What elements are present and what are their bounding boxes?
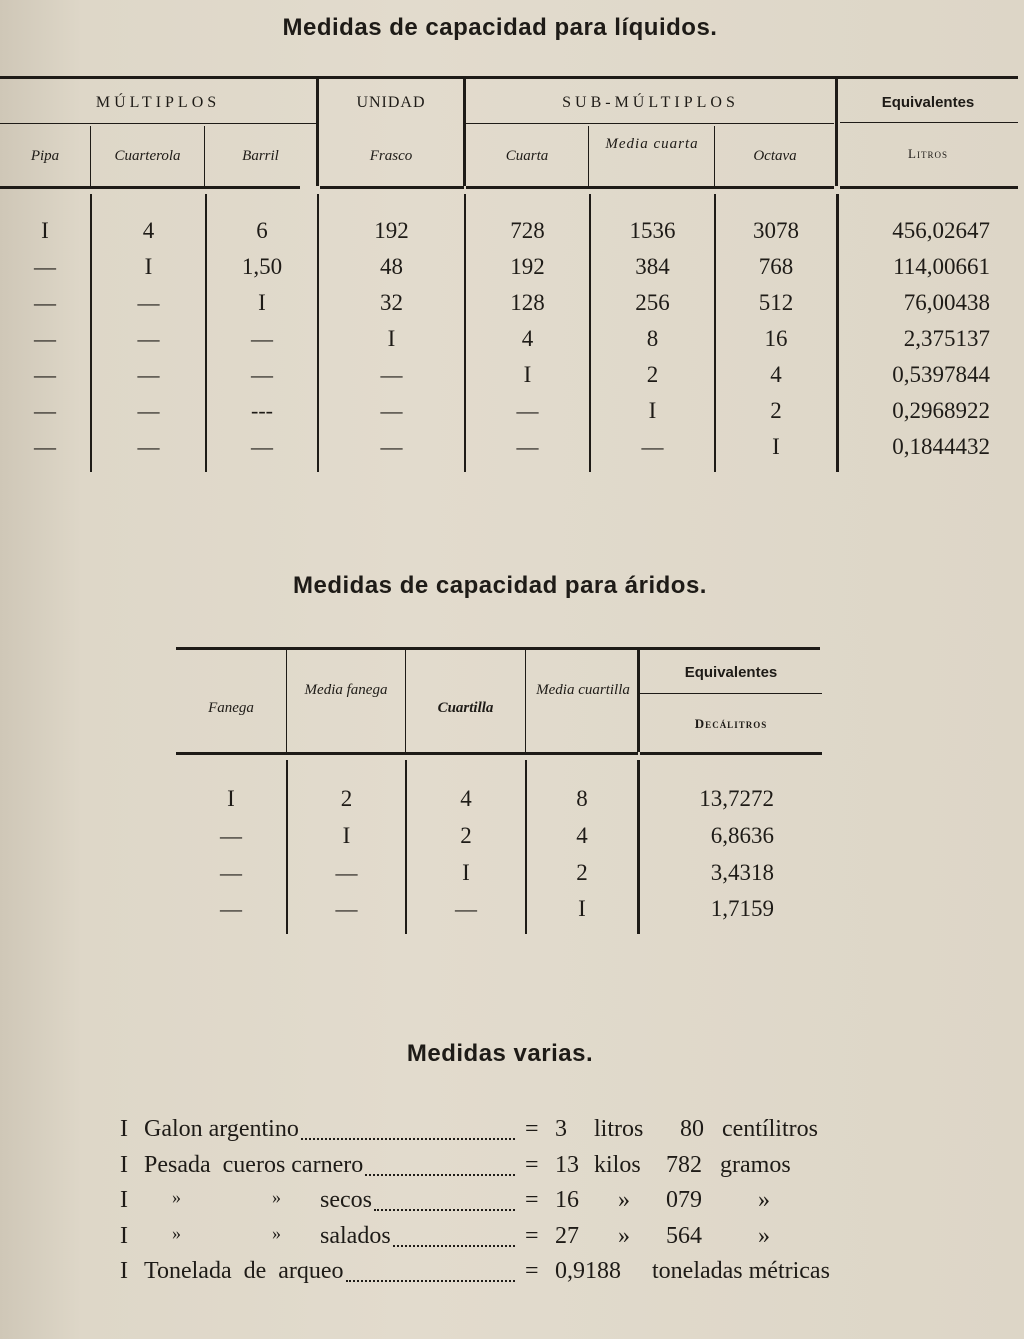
aridos-vline bbox=[525, 650, 526, 752]
col-cuarta: Cuarta bbox=[505, 148, 549, 164]
col-media-fanega: Media fanega bbox=[304, 682, 388, 698]
varias-ditto: » bbox=[272, 1223, 281, 1243]
varias-equals-sign: = bbox=[525, 1258, 539, 1284]
liquidos-cell: 3078 bbox=[753, 218, 799, 243]
varias-unit-b: » bbox=[758, 1223, 770, 1249]
varias-description: salados bbox=[320, 1223, 391, 1249]
varias-equals-sign: = bbox=[525, 1187, 539, 1213]
aridos-cell: — bbox=[220, 860, 242, 885]
varias-unit-a: toneladas métricas bbox=[652, 1258, 830, 1284]
varias-qty: I bbox=[120, 1187, 128, 1213]
aridos-cell: 2 bbox=[460, 823, 472, 848]
liquidos-cell: — bbox=[34, 254, 56, 279]
liquidos-title: Medidas de capacidad para líquidos. bbox=[282, 14, 718, 41]
liquidos-equivalentes-header: Equivalentes bbox=[881, 94, 975, 111]
liquidos-group-rule-left bbox=[0, 123, 316, 124]
liquidos-equivalent-value: 0,5397844 bbox=[892, 362, 990, 387]
unidad-header: UNIDAD bbox=[356, 94, 426, 111]
liquidos-cell: — bbox=[137, 434, 160, 459]
liquidos-head-rule-1 bbox=[0, 186, 300, 189]
liquidos-equivalent-value: 76,00438 bbox=[903, 290, 990, 315]
liquidos-cell: — bbox=[137, 362, 160, 387]
aridos-cell: — bbox=[220, 823, 242, 848]
liquidos-cell: I bbox=[144, 254, 153, 279]
liquidos-cell: 2 bbox=[646, 362, 659, 387]
aridos-equivalentes-header: Equivalentes bbox=[684, 664, 778, 681]
liquidos-cell: 1536 bbox=[629, 218, 676, 243]
liquidos-cell: I bbox=[41, 218, 49, 243]
aridos-cell: I bbox=[227, 786, 235, 811]
aridos-equivalent-value: 1,7159 bbox=[710, 896, 774, 921]
varias-description: Galon argentino bbox=[144, 1116, 299, 1142]
aridos-equivalent-value: 6,8636 bbox=[710, 823, 774, 848]
liquidos-cell: I bbox=[772, 434, 780, 459]
liquidos-cell: 4 bbox=[770, 362, 782, 387]
varias-value-a: 0,9188 bbox=[555, 1258, 621, 1284]
liquidos-cell: 192 bbox=[374, 218, 409, 243]
liquidos-head-rule-2 bbox=[320, 186, 464, 189]
liquidos-cell: I bbox=[387, 326, 396, 351]
liquidos-cell: I bbox=[523, 362, 532, 387]
liquidos-cell: 192 bbox=[510, 254, 545, 279]
liquidos-cell: 4 bbox=[142, 218, 155, 243]
varias-qty: I bbox=[120, 1116, 128, 1142]
aridos-cell: 8 bbox=[576, 786, 588, 811]
aridos-cell: 2 bbox=[340, 786, 353, 811]
liquidos-cell: — bbox=[137, 290, 160, 315]
varias-leader-dots bbox=[301, 1138, 515, 1140]
aridos-top-rule bbox=[176, 647, 820, 650]
liquidos-cell: — bbox=[251, 326, 273, 351]
varias-leader-dots bbox=[393, 1245, 515, 1247]
varias-ditto: » bbox=[272, 1187, 281, 1207]
aridos-cell: — bbox=[335, 860, 358, 885]
multiplos-header: MÚLTIPLOS bbox=[95, 94, 221, 111]
col-fanega: Fanega bbox=[208, 700, 254, 716]
varias-unit-a: » bbox=[618, 1223, 630, 1249]
liquidos-cell: 2 bbox=[770, 398, 782, 423]
col-barril: Barril bbox=[242, 148, 279, 164]
varias-equals-sign: = bbox=[525, 1152, 539, 1178]
liquidos-cell: — bbox=[34, 398, 56, 423]
liquidos-group-rule-mid bbox=[466, 123, 834, 124]
varias-value-a: 27 bbox=[555, 1223, 579, 1249]
aridos-equivalent-value: 13,7272 bbox=[699, 786, 774, 811]
liquidos-equivalent-value: 0,2968922 bbox=[892, 398, 990, 423]
liquidos-cell: 8 bbox=[646, 326, 659, 351]
liquidos-cell: — bbox=[516, 434, 539, 459]
varias-value-b: 80 bbox=[680, 1116, 704, 1142]
col-frasco: Frasco bbox=[369, 148, 413, 164]
liquidos-cell: — bbox=[34, 326, 56, 351]
liquidos-cell: — bbox=[641, 434, 664, 459]
aridos-cell: 4 bbox=[460, 786, 472, 811]
varias-leader-dots bbox=[346, 1280, 515, 1282]
varias-ditto: » bbox=[172, 1187, 181, 1207]
liquidos-equivalent-value: 456,02647 bbox=[892, 218, 990, 243]
liquidos-unit-litros: Litros bbox=[908, 146, 948, 161]
liquidos-cell: I bbox=[258, 290, 266, 315]
aridos-unit-decalitros: Decálitros bbox=[694, 716, 768, 731]
varias-title: Medidas varias. bbox=[406, 1040, 594, 1067]
aridos-title: Medidas de capacidad para áridos. bbox=[293, 572, 707, 599]
varias-value-a: 16 bbox=[555, 1187, 579, 1213]
col-cuarterola: Cuarterola bbox=[114, 148, 181, 164]
liquidos-top-rule bbox=[0, 76, 1018, 79]
liquidos-cell: — bbox=[34, 290, 56, 315]
varias-description: Pesada cueros carnero bbox=[144, 1152, 364, 1178]
varias-value-b: 564 bbox=[666, 1223, 702, 1249]
varias-description: secos bbox=[320, 1187, 372, 1213]
liquidos-cell: — bbox=[137, 326, 160, 351]
liquidos-equivalent-value: 0,1844432 bbox=[892, 434, 990, 459]
aridos-cell: 2 bbox=[576, 860, 588, 885]
varias-equals-sign: = bbox=[525, 1223, 539, 1249]
col-octava: Octava bbox=[753, 148, 797, 164]
varias-value-a: 13 bbox=[555, 1152, 579, 1178]
aridos-cell: — bbox=[455, 896, 477, 921]
varias-value-a: 3 bbox=[555, 1116, 567, 1142]
liquidos-cell: I bbox=[648, 398, 657, 423]
liquidos-cell: 256 bbox=[635, 290, 670, 315]
varias-qty: I bbox=[120, 1223, 128, 1249]
varias-unit-b: centílitros bbox=[722, 1116, 818, 1142]
liquidos-group-rule-right bbox=[840, 122, 1018, 123]
liquidos-vline bbox=[588, 126, 589, 186]
liquidos-cell: — bbox=[251, 362, 273, 387]
aridos-cell: 4 bbox=[576, 823, 588, 848]
submultiplos-header: SUB-MÚLTIPLOS bbox=[562, 94, 739, 111]
aridos-equiv-rule bbox=[640, 693, 822, 694]
liquidos-cell: — bbox=[380, 362, 403, 387]
varias-equals-sign: = bbox=[525, 1116, 539, 1142]
aridos-cell: I bbox=[342, 823, 351, 848]
col-media-cuartilla: Media cuartilla bbox=[536, 682, 630, 698]
liquidos-cell: — bbox=[516, 398, 539, 423]
liquidos-equivalent-value: 114,00661 bbox=[893, 254, 990, 279]
liquidos-cell: 32 bbox=[380, 290, 403, 315]
liquidos-cell: — bbox=[251, 434, 273, 459]
liquidos-cell: 128 bbox=[510, 290, 545, 315]
aridos-head-rule bbox=[176, 752, 638, 755]
varias-value-b: 079 bbox=[666, 1187, 702, 1213]
varias-qty: I bbox=[120, 1258, 128, 1284]
varias-leader-dots bbox=[374, 1209, 515, 1211]
liquidos-cell: — bbox=[137, 398, 160, 423]
liquidos-equivalent-value: 2,375137 bbox=[903, 326, 990, 351]
aridos-vline bbox=[286, 650, 287, 752]
liquidos-cell: 768 bbox=[758, 254, 794, 279]
aridos-equivalent-value: 3,4318 bbox=[710, 860, 774, 885]
liquidos-cell: 4 bbox=[521, 326, 534, 351]
varias-ditto: » bbox=[172, 1223, 181, 1243]
aridos-cell: — bbox=[220, 896, 242, 921]
varias-unit-b: » bbox=[758, 1187, 770, 1213]
col-cuartilla: Cuartilla bbox=[437, 700, 494, 716]
aridos-head-rule-right bbox=[640, 752, 822, 755]
varias-value-b: 782 bbox=[666, 1152, 702, 1178]
varias-leader-dots bbox=[365, 1174, 515, 1176]
col-media-cuarta: Media cuarta bbox=[605, 136, 699, 152]
liquidos-cell: 6 bbox=[256, 218, 268, 243]
liquidos-cell: — bbox=[380, 434, 403, 459]
varias-unit-a: kilos bbox=[594, 1152, 641, 1178]
liquidos-cell: 1,50 bbox=[241, 254, 283, 279]
col-pipa: Pipa bbox=[30, 148, 60, 164]
liquidos-cell: — bbox=[34, 434, 56, 459]
liquidos-head-rule-3 bbox=[466, 186, 834, 189]
liquidos-cell: 384 bbox=[635, 254, 670, 279]
aridos-cell: I bbox=[578, 896, 586, 921]
liquidos-cell: — bbox=[380, 398, 403, 423]
varias-unit-a: » bbox=[618, 1187, 630, 1213]
liquidos-cell: 512 bbox=[758, 290, 794, 315]
liquidos-vline bbox=[836, 194, 839, 472]
varias-unit-b: gramos bbox=[720, 1152, 791, 1178]
aridos-cell: I bbox=[462, 860, 470, 885]
varias-qty: I bbox=[120, 1152, 128, 1178]
liquidos-cell: 48 bbox=[380, 254, 403, 279]
liquidos-cell: --- bbox=[251, 398, 273, 423]
liquidos-cell: — bbox=[34, 362, 56, 387]
varias-description: Tonelada de arqueo bbox=[144, 1258, 344, 1284]
liquidos-cell: 16 bbox=[764, 326, 788, 351]
liquidos-cell: 728 bbox=[510, 218, 545, 243]
aridos-cell: — bbox=[335, 896, 358, 921]
liquidos-head-rule-4 bbox=[840, 186, 1018, 189]
varias-unit-a: litros bbox=[594, 1116, 644, 1142]
